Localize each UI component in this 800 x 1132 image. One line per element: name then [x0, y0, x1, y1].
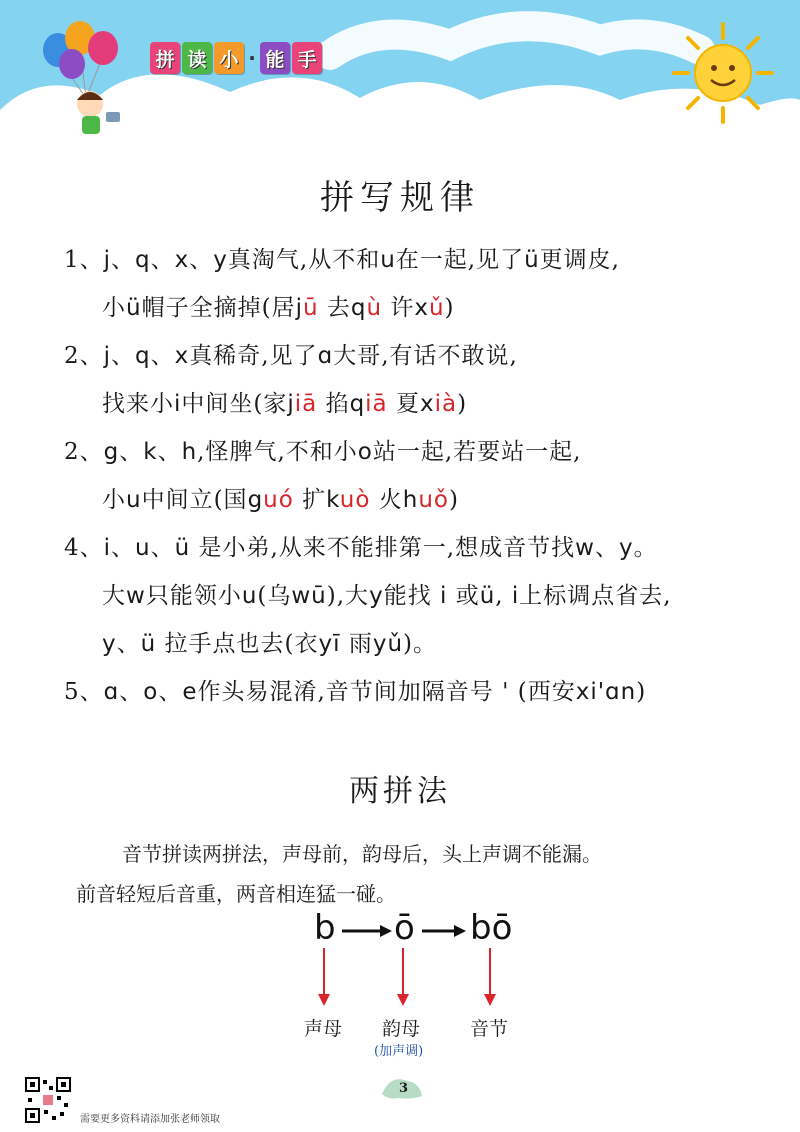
label-final: 韵母: [382, 1018, 421, 1040]
pinyin-text: q: [135, 343, 151, 369]
pinyin-final-highlight: ǔ: [428, 295, 445, 321]
diagram-initial: b: [314, 908, 336, 948]
spelling-rules-list: [64, 236, 764, 716]
rule-text: ),大: [326, 583, 370, 609]
pinyin-text: x: [414, 295, 429, 321]
pinyin-text: u: [126, 487, 142, 513]
pinyin-text: h: [181, 439, 198, 465]
rule-text: 站一起,若要站一起,: [372, 439, 582, 465]
rule-text: 扩: [293, 487, 327, 513]
rule-text: 大哥,有话不敢说,: [333, 343, 518, 369]
rule-line: [64, 428, 764, 476]
down-arrow-icon: [484, 948, 496, 1006]
rule-text: 、: [111, 247, 136, 273]
rule-text: 雨: [340, 631, 373, 657]
balloon-girl-illustration: [28, 18, 138, 138]
rule-text: 找来小: [102, 391, 174, 417]
rule-text: ,怪脾气,不和小: [197, 439, 358, 465]
rule-text: 1、: [64, 247, 104, 273]
pinyin-text: u: [380, 247, 396, 273]
rule-line: [64, 332, 764, 380]
rule-text: 或: [447, 583, 480, 609]
pinyin-text: ü: [479, 583, 496, 609]
rule-text: 作头易混淆,音节间加隔音号 ' (西安: [197, 679, 576, 705]
rule-text: 是小弟,从来不能排第一,想成音节找: [190, 535, 576, 561]
rule-text: ): [457, 391, 468, 417]
rule-line: [64, 380, 764, 428]
rule-text: ,: [495, 583, 512, 609]
rule-text: 大: [102, 583, 126, 609]
pinyin-text: x: [174, 343, 190, 369]
pinyin-text: yī: [318, 631, 341, 657]
pinyin-text: h: [402, 487, 419, 513]
paragraph-line: 前音轻短后音重，两音相连猛一碰。: [76, 882, 396, 906]
pinyin-text: ɑ: [317, 343, 334, 369]
rule-text: ): [636, 679, 647, 705]
pinyin-text: x: [419, 391, 435, 417]
pinyin-text: j: [287, 391, 295, 417]
rule-text: 2、: [64, 439, 104, 465]
diagram-syllable: bō: [470, 908, 513, 948]
rule-line: [64, 476, 764, 524]
rule-text: 5、: [64, 679, 104, 705]
pinyin-final-highlight: uó: [263, 487, 294, 513]
rule-text: )。: [403, 631, 438, 657]
pinyin-text: g: [247, 487, 264, 513]
rule-text: 、: [119, 679, 144, 705]
rule-text: 掐: [317, 391, 350, 417]
sun-icon: [668, 18, 778, 128]
label-syllable: 音节: [470, 1018, 509, 1040]
pinyin-final-highlight: iā: [294, 391, 318, 417]
pinyin-final-highlight: ù: [366, 295, 383, 321]
rule-text: 、: [111, 535, 136, 561]
rule-text: 夏: [387, 391, 420, 417]
badge-char: 读: [182, 42, 212, 74]
badge-dot: ·: [248, 46, 256, 70]
right-arrow-icon: [422, 925, 466, 937]
rule-text: 中间坐(家: [181, 391, 288, 417]
pinyin-text: i: [511, 583, 520, 609]
rule-text: 在一起,见了: [395, 247, 525, 273]
pinyin-text: i: [174, 391, 182, 417]
pinyin-text: y: [213, 247, 228, 273]
pinyin-text: w: [575, 535, 595, 561]
rule-text: 、: [111, 343, 136, 369]
diagram-final: ō: [394, 908, 415, 948]
rule-text: 、: [594, 535, 619, 561]
pinyin-text: yǔ: [372, 631, 404, 657]
rule-text: 2、: [64, 343, 104, 369]
spelling-diagram: [300, 900, 560, 1059]
rule-text: 、: [116, 631, 141, 657]
rule-text: 。: [633, 535, 658, 561]
label-initial: 声母: [304, 1018, 343, 1040]
badge-char: 小: [214, 42, 244, 74]
page-number-text: 3: [399, 1081, 409, 1096]
pinyin-text: ü: [126, 295, 142, 321]
down-arrow-icon: [318, 948, 330, 1006]
pinyin-text: o: [143, 679, 159, 705]
pinyin-text: i: [103, 535, 112, 561]
badge-char: 拼: [150, 42, 180, 74]
rule-text: ): [448, 487, 459, 513]
rule-text: 许: [382, 295, 415, 321]
pinyin-text: q: [135, 247, 151, 273]
footer-note: 需要更多资料请添加张老师领取: [80, 1114, 220, 1125]
pinyin-text: g: [103, 439, 120, 465]
rule-line: [64, 620, 764, 668]
right-arrow-icon: [342, 925, 392, 937]
pinyin-final-highlight: uǒ: [418, 487, 449, 513]
rule-line: [64, 236, 764, 284]
rule-line: [64, 524, 764, 572]
pinyin-text: xi'ɑn: [575, 679, 637, 705]
pinyin-text: w: [126, 583, 146, 609]
rule-line: [64, 284, 764, 332]
pinyin-text: y: [618, 535, 634, 561]
rule-text: 小: [102, 295, 126, 321]
paragraph-line: 音节拼读两拼法，声母前，韵母后，头上声调不能漏。: [122, 842, 602, 866]
pinyin-text: k: [326, 487, 340, 513]
page-number: [380, 1074, 424, 1102]
pinyin-text: wū: [291, 583, 327, 609]
rule-text: 、: [150, 247, 175, 273]
rule-text: 4、: [64, 535, 104, 561]
badge-char: 手: [292, 42, 322, 74]
pinyin-text: k: [143, 439, 158, 465]
label-final-note: (加声调): [374, 1044, 424, 1059]
rule-text: 帽子全摘掉(居: [141, 295, 296, 321]
pinyin-final-highlight: ū: [302, 295, 319, 321]
badge-char: 能: [260, 42, 290, 74]
rule-text: 能找: [383, 583, 440, 609]
pinyin-text: ü: [524, 247, 540, 273]
pinyin-text: q: [349, 391, 366, 417]
rule-text: 、: [150, 343, 175, 369]
rule-text: 、: [150, 535, 175, 561]
rule-line: [64, 668, 764, 716]
down-arrow-icon: [397, 948, 409, 1006]
section-title-two-part-method: 两拼法: [349, 774, 451, 809]
rule-text: 真稀奇,见了: [189, 343, 318, 369]
pinyin-text: e: [182, 679, 198, 705]
pinyin-text: ü: [174, 535, 191, 561]
pinyin-text: x: [174, 247, 190, 273]
pinyin-text: y: [102, 631, 117, 657]
pinyin-text: y: [369, 583, 384, 609]
rule-text: 中间立(国: [141, 487, 248, 513]
rule-text: 真淘气,从不和: [227, 247, 381, 273]
diagram-arrows: [300, 900, 560, 1010]
rule-text: ): [444, 295, 455, 321]
pinyin-text: o: [357, 439, 373, 465]
pinyin-final-highlight: ià: [434, 391, 458, 417]
rule-text: (乌: [257, 583, 292, 609]
rule-text: 、: [119, 439, 144, 465]
pinyin-text: j: [103, 247, 112, 273]
pinyin-text: u: [135, 535, 151, 561]
rule-text: 去: [318, 295, 351, 321]
pinyin-text: ü: [140, 631, 157, 657]
pinyin-text: j: [295, 295, 303, 321]
rule-text: 只能领小: [145, 583, 242, 609]
rule-text: 更调皮,: [539, 247, 620, 273]
rule-text: 、: [157, 439, 182, 465]
rule-text: 、: [158, 679, 183, 705]
rule-text: 小: [102, 487, 126, 513]
rule-text: 上标调点省去,: [519, 583, 672, 609]
section-badge-title: [150, 42, 322, 74]
rule-text: 火: [370, 487, 403, 513]
pinyin-final-highlight: iā: [365, 391, 388, 417]
qr-code-icon: [24, 1076, 72, 1124]
pinyin-text: j: [103, 343, 112, 369]
pinyin-text: i: [440, 583, 448, 609]
rule-text: 、: [189, 247, 214, 273]
rule-line: [64, 572, 764, 620]
section-title-spelling-rules: 拼写规律: [320, 178, 480, 218]
rule-text: 拉手点也去(衣: [156, 631, 319, 657]
pinyin-text: q: [350, 295, 367, 321]
pinyin-text: ɑ: [103, 679, 120, 705]
pinyin-final-highlight: uò: [339, 487, 371, 513]
pinyin-text: u: [241, 583, 258, 609]
